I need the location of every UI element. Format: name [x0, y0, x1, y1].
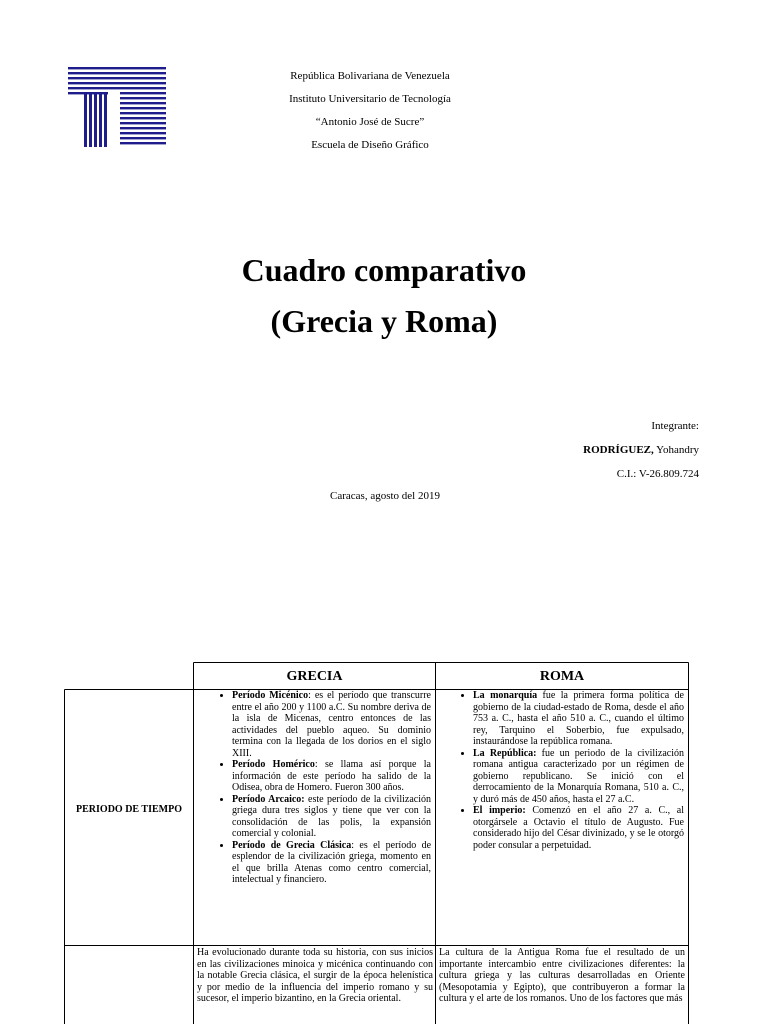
author-name [583, 443, 699, 457]
document-title: Cuadro comparativo [241, 252, 527, 288]
author-label: Integrante: [651, 420, 699, 432]
list-item: • Período Homérico: se llama así porque la información de este período ha salido de la Odisea, obra de Homero. Fueron 300 años. [232, 759, 431, 794]
list-item: • La monarquía fue la primera forma política de gobierno de la ciudad-estado de Roma, desde el año 753 a. C., hasta el año 510 a. C., cuando el último rey, Tarquino el Soberbio, fue expulsado, instaurándose la república romana. [473, 690, 684, 748]
list-item: • Período Micénico: es el período que transcurre entre el año 200 y 1100 a.C. Su nombre deriva de la isla de Micenas, centro entonces de las actividades del pueblo aqueo. Su dominio termina con la llegada de los dorios en el siglo XIII. [232, 690, 431, 759]
place-date: Caracas, agosto del 2019 [330, 490, 440, 502]
list-item: • El imperio: Comenzó en el año 27 a. C., al otorgársele a Octavio el título de Augusto. Fue considerado hijo del César divinizado, y se le otorgó poder consular a perpetuidad. [473, 805, 684, 851]
author-given-name: Yohandry [653, 444, 699, 456]
institution-logo [68, 67, 166, 147]
cell-roma-cultura: La cultura de la Antigua Roma fue el resultado de un importante intercambio entre civilizaciones diferentes: la cultura griega y las culturas desarrolladas en Oriente (Mesopotamia y Egipto), que contribuyeron a formar la cultura y el arte de los romanos. Uno de los factores que más [439, 947, 685, 1004]
cell-grecia-periodos [197, 690, 431, 886]
column-header-roma: ROMA [539, 669, 585, 684]
document-subtitle: (Grecia y Roma) [270, 303, 498, 339]
column-header-grecia: GRECIA [286, 669, 343, 684]
cell-grecia-cultura: Ha evolucionado durante toda su historia, con sus inicios en las civilizaciones minoica y micénica continuando con la notable Grecia clásica, el surgir de la época helenística y por medio de la influencia del imperio romano y su sucesor, el imperio bizantino, en la Grecia oriental. [197, 947, 433, 1004]
list-item: • Período Arcaico: este período de la civilización griega dura tres siglos y tiene que ver con la consolidación de las polis, la expansión comercial y colonial. [232, 794, 431, 840]
list-item: • Período de Grecia Clásica: es el período de esplendor de la civilización griega, momento en el que brilla Atenas como centro comercial, intelectual y financiero. [232, 840, 431, 886]
cell-roma-periodos [438, 690, 684, 851]
author-surname: RODRÍGUEZ, [583, 444, 654, 456]
row-label-periodo: PERIODO DE TIEMPO [76, 804, 182, 815]
author-id: C.I.: V-26.809.724 [616, 468, 699, 480]
header-line-name: “Antonio José de Sucre” [315, 116, 425, 128]
header-line-institute: Instituto Universitario de Tecnología [289, 93, 451, 105]
header-line-republic: República Bolivariana de Venezuela [290, 70, 450, 82]
list-item: • La República: fue un periodo de la civilización romana antigua caracterizado por un régimen de gobierno republicano. Se inició con el derrocamiento de la Monarquía Romana, 510 a. C., y duró más de 450 años, hasta el 27 a.C. [473, 748, 684, 806]
header-line-school: Escuela de Diseño Gráfico [311, 139, 429, 151]
